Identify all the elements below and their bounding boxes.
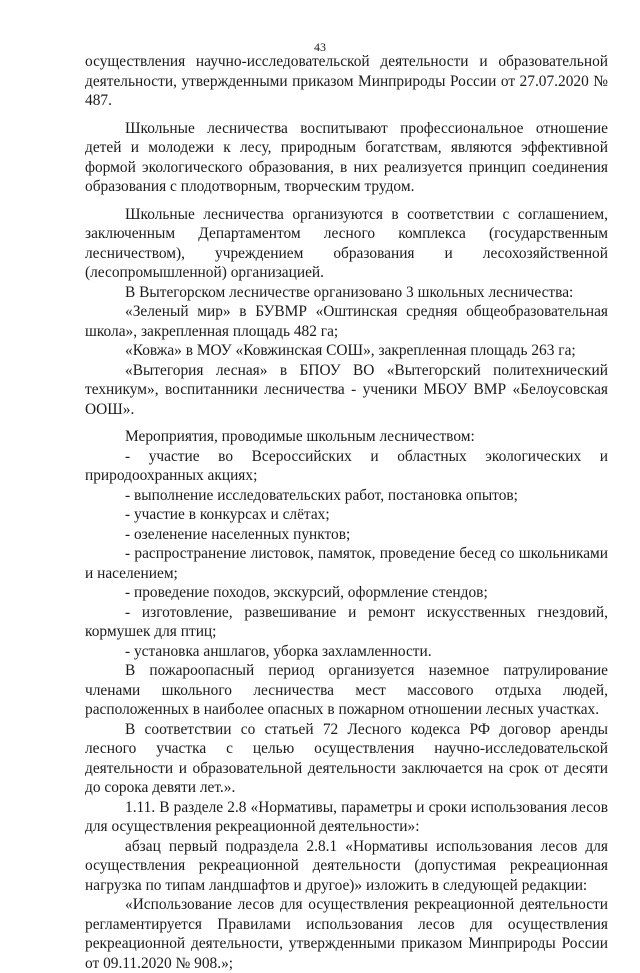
paragraph: «Ковжа» в МОУ «Ковжинская СОШ», закрепленная площадь 263 га; (125, 342, 576, 359)
paragraph: В пожароопасный период организуется наземное патрулирование членами школьного лесничества мест массового отдыха людей, расположенных в наиболее опасных в пожарном отношении лесных участках. (85, 662, 608, 718)
paragraph: В Вытегорском лесничестве организовано 3 школьных лесничества: (125, 283, 574, 301)
list-item: - распространение листовок, памяток, проведение бесед со школьниками и населением; (85, 545, 608, 582)
list-item: - участие во Всероссийских и областных экологических и природоохранных акциях; (85, 447, 608, 484)
list-item: - озеленение населенных пунктов; (125, 525, 351, 543)
list-item: - установка аншлагов, уборка захламленности. (125, 642, 432, 660)
paragraph: 1.11. В разделе 2.8 «Нормативы, параметры и сроки использования лесов для осуществления рекреационной деятельности»: (85, 798, 608, 835)
paragraph: Школьные лесничества воспитывают профессиональное отношение детей и молодежи к лесу, природным богатствам, являются эффективной формой экологического образования, в них реализуется принцип соединения образования с плодотворным, творческим трудом. (85, 119, 608, 195)
document-body (85, 52, 608, 973)
paragraph: В соответствии со статьей 72 Лесного кодекса РФ договор аренды лесного участка с целью осуществления научно-исследовательской деятельности и образовательной деятельности заключается на срок от десяти до сорока девяти лет.». (85, 720, 608, 796)
list-item: - изготовление, развешивание и ремонт искусственных гнездовий, кормушек для птиц; (85, 603, 608, 640)
list-item: - проведение походов, экскурсий, оформление стендов; (125, 584, 488, 601)
paragraph: «Зеленый мир» в БУВМР «Оштинская средняя общеобразовательная школа», закрепленная площадь 482 га; (85, 303, 608, 340)
paragraph: Школьные лесничества организуются в соответствии с соглашением, заключенным Департаментом лесного комплекса (государственным лесничеством), учреждением образования и лесохозяйственной (лесопромышленной) организацией. (85, 205, 608, 281)
paragraph: абзац первый подраздела 2.8.1 «Нормативы использования лесов для осуществления рекреационной деятельности (допустимая рекреационная нагрузка по типам ландшафтов и другое)» изложить в следующей редакции: (85, 837, 608, 894)
paragraph: Мероприятия, проводимые школьным лесничеством: (125, 428, 475, 445)
page-number: 43 (314, 40, 326, 54)
list-item: - выполнение исследовательских работ, постановка опытов; (125, 486, 518, 504)
list-item: - участие в конкурсах и слётах; (125, 506, 330, 523)
paragraph: «Использование лесов для осуществления рекреационной деятельности регламентируется Правилами использования лесов для осуществления рекреационной деятельности, утвержденными приказом Минприроды России от 09.11.2020 № 908.»; (85, 896, 608, 972)
paragraph: «Вытегория лесная» в БПОУ ВО «Вытегорский политехнический техникум», воспитанники лесничества - ученики МБОУ ВМР «Белоусовская ООШ». (85, 361, 608, 418)
paragraph: осуществления научно-исследовательской деятельности и образовательной деятельности, утвержденными приказом Минприроды России от 27.07.2020 № 487. (85, 53, 608, 109)
